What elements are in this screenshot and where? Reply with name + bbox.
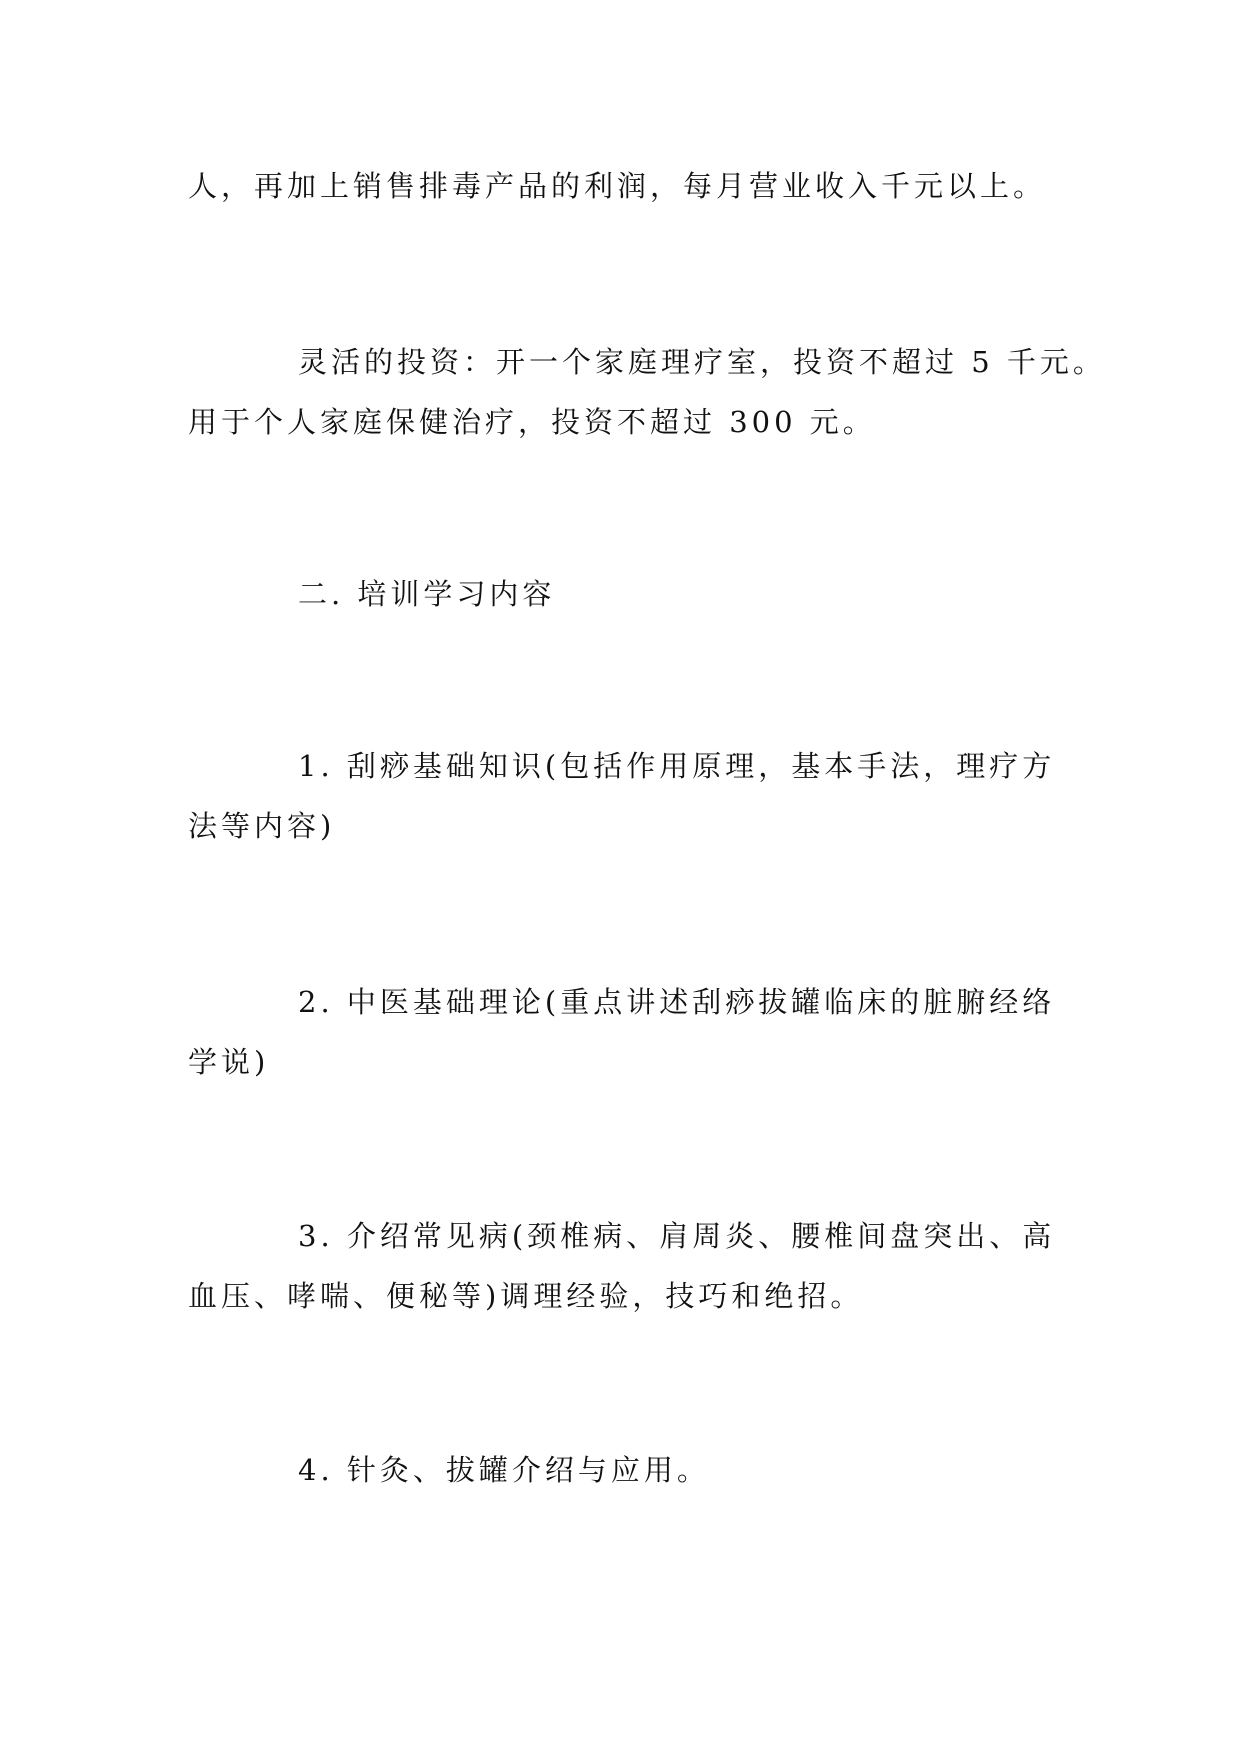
- list-item-1-line-1: 1. 刮痧基础知识(包括作用原理，基本手法，理疗方: [298, 749, 1056, 783]
- section-heading: 二. 培训学习内容: [298, 577, 556, 611]
- list-item-3-line-2: 血压、哮喘、便秘等)调理经验，技巧和绝招。: [188, 1279, 864, 1313]
- list-item-2-line-1: 2. 中医基础理论(重点讲述刮痧拔罐临床的脏腑经络: [298, 985, 1056, 1019]
- list-item-4: 4. 针灸、拔罐介绍与应用。: [298, 1453, 710, 1487]
- list-item-2-line-2: 学说): [188, 1045, 270, 1079]
- paragraph-line-1: 人，再加上销售排毒产品的利润，每月营业收入千元以上。: [188, 169, 1047, 203]
- paragraph-line-2: 灵活的投资：开一个家庭理疗室，投资不超过 5 千元。: [298, 345, 1106, 379]
- paragraph-line-3: 用于个人家庭保健治疗，投资不超过 300 元。: [188, 405, 876, 439]
- list-item-1-line-2: 法等内容): [188, 809, 336, 843]
- list-item-3-line-1: 3. 介绍常见病(颈椎病、肩周炎、腰椎间盘突出、高: [298, 1219, 1056, 1253]
